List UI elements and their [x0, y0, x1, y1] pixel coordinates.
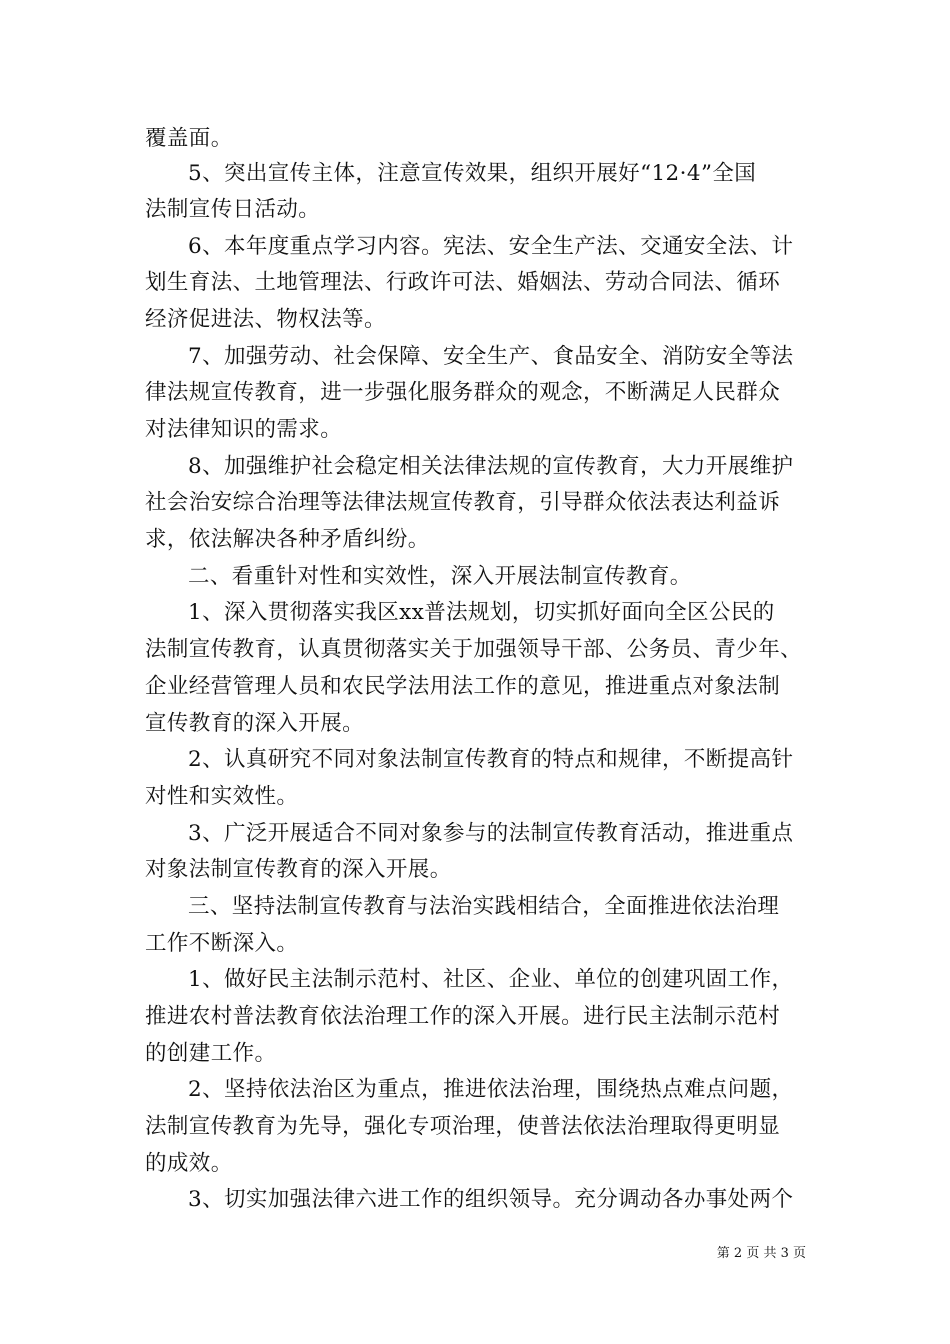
- text-line: 1、做好民主法制示范村、社区、企业、单位的创建巩固工作，: [188, 967, 794, 992]
- text-line: 求，依法解决各种矛盾纠纷。: [145, 527, 430, 552]
- text-line: 法制宣传教育，认真贯彻落实关于加强领导干部、公务员、青少年、: [145, 637, 803, 662]
- page-number-footer: 第 2 页 共 3 页: [716, 1246, 806, 1261]
- text-line: 法制宣传教育为先导，强化专项治理，使普法依法治理取得更明显: [145, 1114, 781, 1139]
- text-line: 5、突出宣传主体，注意宣传效果，组织开展好“12·4”全国: [188, 161, 757, 186]
- text-line: 的创建工作。: [145, 1041, 277, 1066]
- text-line: 划生育法、土地管理法、行政许可法、婚姻法、劳动合同法、循环: [145, 270, 781, 295]
- section-heading: 三、坚持法制宣传教育与法治实践相结合，全面推进依法治理: [188, 894, 780, 919]
- text-line: 对性和实效性。: [145, 784, 299, 809]
- text-line: 覆盖面。: [145, 126, 233, 151]
- text-line: 法制宣传日活动。: [145, 197, 321, 222]
- text-line: 推进农村普法教育依法治理工作的深入开展。进行民主法制示范村: [145, 1004, 781, 1029]
- text-line: 律法规宣传教育，进一步强化服务群众的观念，不断满足人民群众: [145, 380, 781, 405]
- text-line: 对象法制宣传教育的深入开展。: [145, 857, 452, 882]
- text-line: 7、加强劳动、社会保障、安全生产、食品安全、消防安全等法: [188, 344, 794, 369]
- text-line: 宣传教育的深入开展。: [145, 711, 365, 736]
- text-line: 经济促进法、物权法等。: [145, 307, 386, 332]
- text-line: 2、坚持依法治区为重点，推进依法治理，围绕热点难点问题，: [188, 1077, 794, 1102]
- text-line: 8、加强维护社会稳定相关法律法规的宣传教育，大力开展维护: [188, 454, 794, 479]
- text-line: 6、本年度重点学习内容。宪法、安全生产法、交通安全法、计: [188, 234, 794, 259]
- text-line: 2、认真研究不同对象法制宣传教育的特点和规律，不断提高针: [188, 747, 794, 772]
- section-heading: 二、看重针对性和实效性，深入开展法制宣传教育。: [188, 564, 692, 589]
- text-line: 3、切实加强法律六进工作的组织领导。充分调动各办事处两个: [188, 1187, 794, 1212]
- text-line: 的成效。: [145, 1151, 233, 1176]
- text-line: 工作不断深入。: [145, 931, 299, 956]
- text-line: 企业经营管理人员和农民学法用法工作的意见，推进重点对象法制: [145, 674, 781, 699]
- text-line: 对法律知识的需求。: [145, 417, 343, 442]
- text-line: 1、深入贯彻落实我区xx普法规划，切实抓好面向全区公民的: [188, 600, 775, 625]
- text-line: 社会治安综合治理等法律法规宣传教育，引导群众依法表达利益诉: [145, 490, 781, 515]
- text-line: 3、广泛开展适合不同对象参与的法制宣传教育活动，推进重点: [188, 821, 794, 846]
